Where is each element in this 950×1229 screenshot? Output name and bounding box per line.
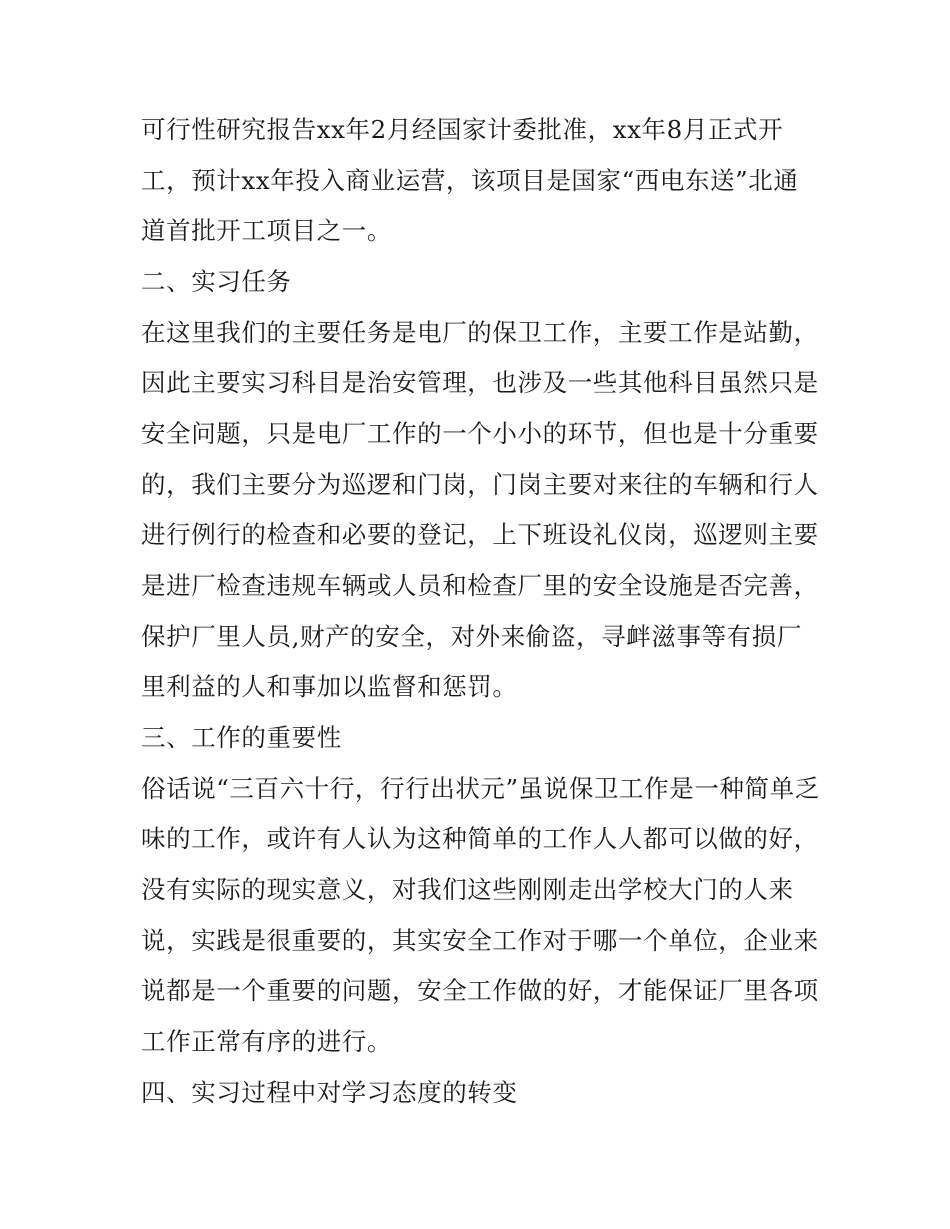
text-line: 说都是一个重要的问题，安全工作做的好，才能保证厂里各项: [141, 976, 819, 1005]
text-line: 是进厂检查违规车辆或人员和检查厂里的安全设施是否完善，: [141, 571, 819, 600]
text-line: 没有实际的现实意义，对我们这些刚刚走出学校大门的人来: [141, 875, 794, 904]
text-line: 安全问题，只是电厂工作的一个小小的环节，但也是十分重要: [141, 419, 819, 448]
text-line: 俗话说“三百六十行，行行出状元”虽说保卫工作是一种简单乏: [141, 774, 820, 803]
text-line: 说，实践是很重要的，其实安全工作对于哪一个单位，企业来: [141, 926, 819, 955]
section-heading: 二、实习任务: [141, 267, 292, 296]
text-line: 进行例行的检查和必要的登记，上下班设礼仪岗，巡逻则主要: [141, 520, 819, 549]
text-line: 工，预计xx年投入商业运营，该项目是国家“西电东送”北通: [141, 166, 799, 195]
text-line: 在这里我们的主要任务是电厂的保卫工作，主要工作是站勤，: [141, 318, 819, 347]
section-heading: 四、实习过程中对学习态度的转变: [141, 1078, 518, 1107]
text-line: 里利益的人和事加以监督和惩罚。: [141, 672, 518, 701]
text-line: 因此主要实习科目是治安管理，也涉及一些其他科目虽然只是: [141, 368, 819, 397]
text-line: 可行性研究报告xx年2月经国家计委批准，xx年8月正式开: [141, 115, 784, 144]
section-heading: 三、工作的重要性: [141, 723, 342, 752]
text-line: 保护厂里人员,财产的安全，对外来偷盗，寻衅滋事等有损厂: [141, 622, 802, 651]
text-line: 味的工作，或许有人认为这种简单的工作人人都可以做的好，: [141, 824, 819, 853]
text-line: 工作正常有序的进行。: [141, 1027, 392, 1056]
text-line: 道首批开工项目之一。: [141, 216, 392, 245]
text-line: 的，我们主要分为巡逻和门岗，门岗主要对来往的车辆和行人: [141, 470, 819, 499]
